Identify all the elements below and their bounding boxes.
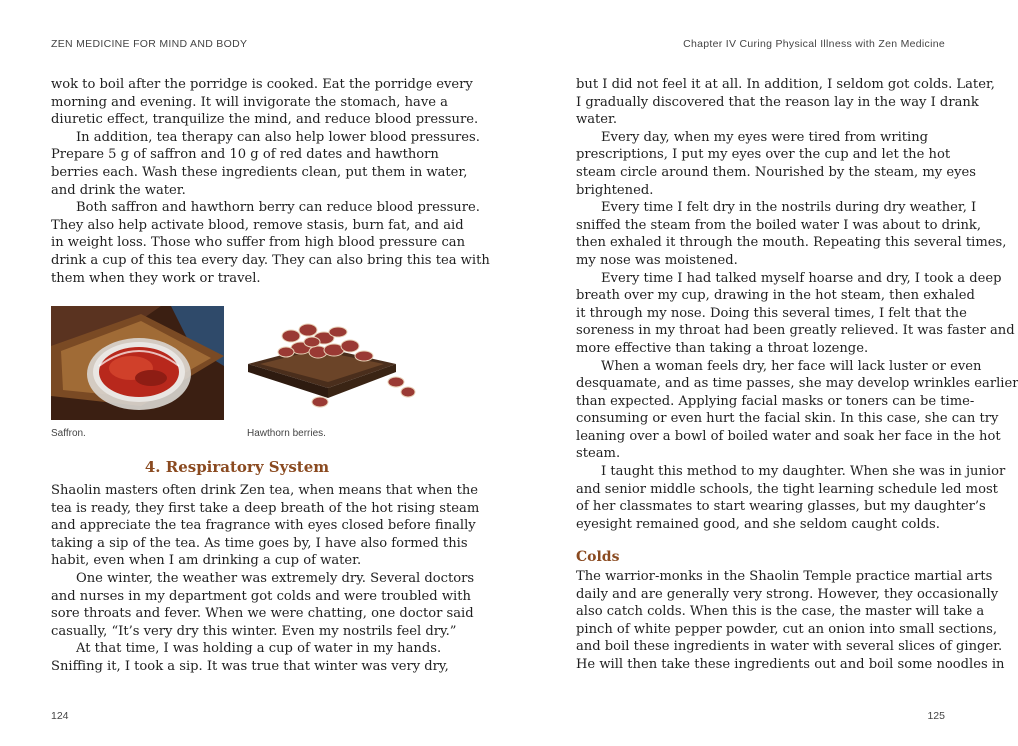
text-line: in weight loss. Those who suffer from high blood pressure can	[51, 235, 466, 251]
text-line: it through my nose. Doing this several times, I felt that the	[576, 305, 967, 321]
page-number-right: 125	[927, 710, 945, 722]
text-line: wok to boil after the porridge is cooked. Eat the porridge every	[51, 77, 473, 92]
text-line: them when they work or travel.	[51, 270, 261, 286]
text-line: steam.	[576, 446, 621, 462]
text-line: Shaolin masters often drink Zen tea, when means that when the	[51, 483, 479, 498]
section-heading: 4. Respiratory System	[144, 458, 330, 476]
hawthorn-photo	[246, 306, 422, 420]
text-line: leaning over a bowl of boiled water and soak her face in the hot	[576, 428, 1001, 444]
text-line: Every day, when my eyes were tired from writing	[601, 129, 929, 145]
text-line: and drink the water.	[51, 182, 186, 198]
text-line: He will then take these ingredients out and boil some noodles in	[576, 656, 1005, 672]
text-line: berries each. Wash these ingredients clean, put them in water,	[51, 164, 468, 180]
text-line: prescriptions, I put my eyes over the cup and let the hot	[576, 147, 951, 163]
text-line: and senior middle schools, the tight learning schedule led most	[576, 481, 998, 497]
text-line: and appreciate the tea fragrance with eyes closed before finally	[51, 518, 476, 534]
text-line: Both saffron and hawthorn berry can reduce blood pressure.	[76, 200, 480, 216]
saffron-photo	[51, 306, 224, 420]
text-line: of her classmates to start wearing glasses, but my daughter’s	[576, 499, 986, 515]
text-line: When a woman feels dry, her face will lack luster or even	[601, 358, 982, 374]
text-line: than expected. Applying facial masks or toners can be time-	[576, 393, 975, 409]
text-line: my nose was moistened.	[576, 252, 738, 268]
text-line: daily and are generally very strong. However, they occasionally	[576, 586, 999, 602]
text-line: brightened.	[576, 182, 654, 198]
text-line: soreness in my throat had been greatly relieved. It was faster and	[576, 323, 1015, 339]
text-line: One winter, the weather was extremely dry. Several doctors	[76, 570, 475, 586]
text-line: tea is ready, they first take a deep breath of the hot rising steam	[51, 500, 480, 516]
text-line: The warrior-monks in the Shaolin Temple practice martial arts	[576, 569, 993, 584]
body-text-right-top	[576, 76, 1018, 533]
text-line: In addition, tea therapy can also help lower blood pressures.	[76, 129, 480, 145]
text-line: water.	[576, 112, 618, 128]
text-line: desquamate, and as time passes, she may develop wrinkles earlier	[576, 376, 1018, 392]
text-line: casually, “It’s very dry this winter. Even my nostrils feel dry.”	[51, 623, 457, 639]
text-line: habit, even when I am drinking a cup of water.	[51, 553, 362, 569]
right-page	[498, 0, 1018, 746]
body-text-left-top	[51, 76, 490, 287]
text-line: They also help activate blood, remove stasis, burn fat, and aid	[51, 217, 464, 233]
page-number-left: 124	[51, 710, 69, 722]
text-line: Prepare 5 g of saffron and 10 g of red dates and hawthorn	[51, 147, 439, 163]
text-line: I gradually discovered that the reason lay in the way I drank	[576, 94, 979, 110]
text-line: pinch of white pepper powder, cut an onion into small sections,	[576, 621, 998, 637]
text-line: sniffed the steam from the boiled water I was about to drink,	[576, 217, 982, 233]
text-line: taking a sip of the tea. As time goes by, I have also formed this	[51, 535, 468, 551]
saffron-caption: Saffron.	[51, 428, 86, 439]
text-line: At that time, I was holding a cup of water in my hands.	[76, 641, 442, 657]
body-text-right-bottom	[576, 568, 1005, 674]
text-line: then exhaled it through the mouth. Repeating this several times,	[576, 235, 1007, 251]
text-line: but I did not feel it at all. In addition, I seldom got colds. Later,	[576, 77, 995, 92]
text-line: morning and evening. It will invigorate the stomach, have a	[51, 94, 448, 110]
text-line: eyesight remained good, and she seldom caught colds.	[576, 516, 940, 532]
text-line: and nurses in my department got colds and were troubled with	[51, 588, 471, 604]
text-line: steam circle around them. Nourished by the steam, my eyes	[576, 164, 976, 180]
text-line: diuretic effect, tranquilize the mind, and reduce blood pressure.	[51, 112, 479, 128]
text-line: and boil these ingredients in water with several slices of ginger.	[576, 639, 1003, 655]
left-page	[0, 0, 498, 746]
text-line: sore throats and fever. When we were chatting, one doctor said	[51, 606, 474, 622]
running-head-left: ZEN MEDICINE FOR MIND AND BODY	[51, 38, 248, 50]
text-line: I taught this method to my daughter. When she was in junior	[601, 464, 1006, 480]
text-line: Sniffing it, I took a sip. It was true that winter was very dry,	[51, 658, 449, 674]
text-line: Every time I had talked myself hoarse and dry, I took a deep	[601, 270, 1002, 286]
body-text-left-bottom	[51, 482, 480, 676]
text-line: also catch colds. When this is the case, the master will take a	[576, 604, 985, 620]
hawthorn-caption: Hawthorn berries.	[247, 428, 326, 439]
running-head-right: Chapter IV Curing Physical Illness with Zen Medicine	[683, 38, 945, 50]
text-line: consuming or even hurt the facial skin. In this case, she can try	[576, 411, 999, 427]
text-line: breath over my cup, drawing in the hot steam, then exhaled	[576, 288, 975, 304]
text-line: drink a cup of this tea every day. They can also bring this tea with	[51, 252, 490, 268]
text-line: more effective than taking a throat lozenge.	[576, 340, 869, 356]
sub-heading-colds: Colds	[576, 549, 620, 565]
text-line: Every time I felt dry in the nostrils during dry weather, I	[601, 200, 977, 216]
